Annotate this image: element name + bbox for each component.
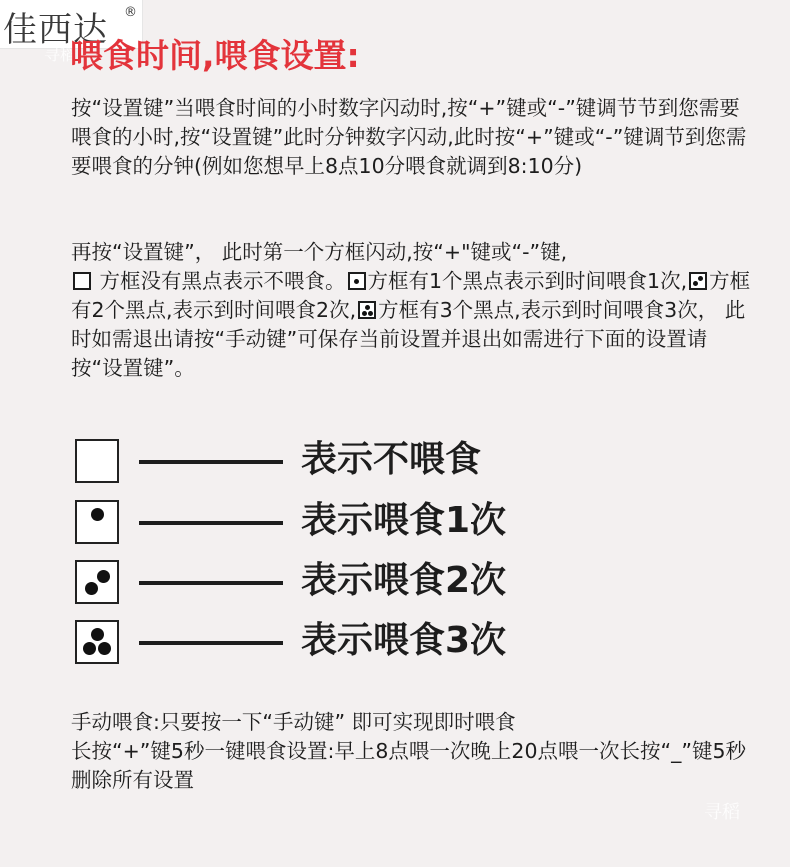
legend-label: 表示喂食3次 xyxy=(301,620,507,661)
count-empty-text: 方框没有黑点表示不喂食。 xyxy=(93,269,346,293)
empty-box-icon xyxy=(73,272,91,290)
two-dot-box-icon xyxy=(689,272,707,290)
legend-label: 表示喂食2次 xyxy=(301,560,507,601)
legend-row-feed-once xyxy=(75,500,535,548)
count-two-text: 方框有2个黑点,表示到时间喂食2次, xyxy=(71,269,751,322)
legend-label: 表示喂食1次 xyxy=(301,500,507,541)
count-three-text: 方框有3个黑点,表示到时间喂食3次， 此时如需退出请按“手动键”可保存当前设置并退出如需进行下面的设置请按“设置键”。 xyxy=(71,298,746,380)
watermark-top: 寻稻 xyxy=(44,45,77,64)
registered-mark: ® xyxy=(124,5,137,20)
watermark-bottom: 寻稻 xyxy=(704,802,740,823)
legend-dash xyxy=(139,581,283,585)
legend-row-feed-twice xyxy=(75,560,535,608)
empty-box-icon xyxy=(75,439,119,483)
legend-label: 表示不喂食 xyxy=(301,439,482,480)
manual-feeding-instructions xyxy=(71,708,751,795)
legend-row-no-feed xyxy=(75,439,535,487)
legend-dash xyxy=(139,521,283,525)
feeding-count-instructions xyxy=(71,238,751,383)
one-dot-box-icon xyxy=(348,272,366,290)
three-dot-box-icon xyxy=(75,620,119,664)
feeding-time-instructions: 按“设置键”当喂食时间的小时数字闪动时,按“+”键或“-”键调节节到您需要喂食的小时,按“设置键”此时分钟数字闪动,此时按“+”键或“-”键调节到您需要喂食的分钟(例如您想早上8点10分喂食就调到8:10分) xyxy=(71,96,747,178)
legend-dash xyxy=(139,460,283,464)
manual-feed-line: 手动喂食:只要按一下“手动键” 即可实现即时喂食 xyxy=(71,710,516,734)
count-intro-text: 再按“设置键”， 此时第一个方框闪动,按“+"键或“-”键, xyxy=(71,240,568,264)
brand-logo-text: 佳西达 xyxy=(3,10,108,50)
count-one-text: 方框有1个黑点表示到时间喂食1次, xyxy=(367,269,688,293)
two-dot-box-icon xyxy=(75,560,119,604)
long-press-line: 长按“+”键5秒一键喂食设置:早上8点喂一次晚上20点喂一次长按“_”键5秒删除所有设置 xyxy=(71,739,747,792)
three-dot-box-icon xyxy=(358,301,376,319)
legend-row-feed-three-times xyxy=(75,620,535,668)
one-dot-box-icon xyxy=(75,500,119,544)
legend-dash xyxy=(139,641,283,645)
section-title: 喂食时间,喂食设置: xyxy=(70,36,360,75)
